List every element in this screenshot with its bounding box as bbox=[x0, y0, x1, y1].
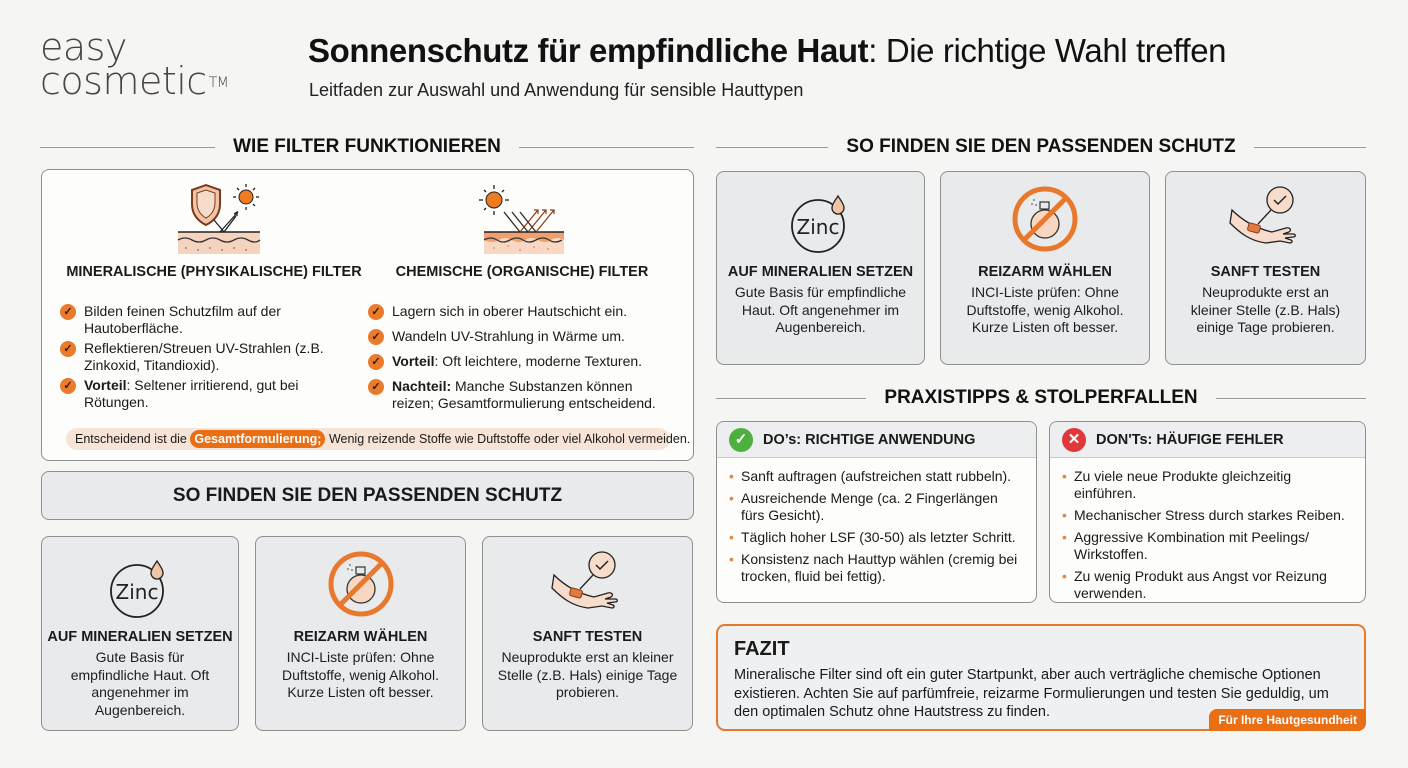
fazit-box bbox=[716, 624, 1366, 731]
item-bold: Nachteil: bbox=[392, 378, 452, 394]
check-icon: ✓ bbox=[368, 329, 384, 345]
check-icon: ✓ bbox=[368, 354, 384, 370]
section-heading-filters bbox=[40, 136, 694, 158]
section-heading-text: SO FINDEN SIE DEN PASSENDEN SCHUTZ bbox=[846, 136, 1236, 157]
tip-card-patch-test bbox=[482, 536, 693, 731]
donts-card bbox=[1049, 421, 1366, 603]
divider bbox=[716, 147, 828, 148]
item-bold: Vorteil bbox=[392, 353, 435, 369]
patch-test-icon bbox=[1228, 184, 1304, 254]
divider bbox=[716, 398, 866, 399]
section-heading-text: PRAXISTIPPS & STOLPERFALLEN bbox=[884, 387, 1198, 408]
divider bbox=[1216, 398, 1366, 399]
section-heading-protection bbox=[716, 136, 1366, 158]
callout-text-after: Wenig reizende Stoffe wie Duftstoffe oder viel Alkohol vermeiden. bbox=[325, 432, 691, 446]
dos-list bbox=[717, 458, 1036, 585]
section-heading-tips bbox=[716, 387, 1366, 409]
section-heading-text: WIE FILTER FUNKTIONIEREN bbox=[233, 136, 501, 157]
tip-title: SANFT TESTEN bbox=[1210, 264, 1321, 280]
fazit-badge: Für Ihre Hautgesundheit bbox=[1209, 709, 1366, 731]
tip-text: Gute Basis für empfindliche Haut. Oft angenehmer im Augenbereich. bbox=[734, 284, 907, 335]
list-item bbox=[368, 328, 678, 345]
list-item bbox=[368, 353, 678, 370]
tip-title: AUF MINERALIEN SETZEN bbox=[727, 264, 914, 280]
list-item bbox=[368, 303, 678, 320]
tip-title: REIZARM WÄHLEN bbox=[978, 264, 1112, 280]
dos-card bbox=[716, 421, 1037, 603]
tip-card-minerals bbox=[41, 536, 239, 731]
callout-text-before: Entscheidend ist die bbox=[75, 432, 191, 446]
tip-text: INCI-Liste prüfen: Ohne Duftstoffe, wenig Alkohol. Kurze Listen oft besser. bbox=[966, 284, 1124, 335]
list-item bbox=[60, 377, 350, 411]
patch-test-icon bbox=[550, 549, 626, 619]
svg-text:Zinc: Zinc bbox=[796, 215, 839, 239]
dos-header bbox=[717, 422, 1036, 458]
filters-card bbox=[41, 169, 694, 461]
tip-title: AUF MINERALIEN SETZEN bbox=[47, 629, 233, 645]
mineral-filter-title: MINERALISCHE (PHYSIKALISCHE) FILTER bbox=[66, 264, 362, 280]
formulation-callout bbox=[66, 428, 691, 450]
list-item: • Mechanischer Stress durch starkes Reiben. bbox=[1062, 507, 1353, 524]
fazit-title: FAZIT bbox=[734, 638, 790, 660]
item-bold: Vorteil bbox=[84, 377, 127, 393]
check-icon: ✓ bbox=[368, 379, 384, 395]
item-text: Lagern sich in oberer Hautschicht ein. bbox=[392, 303, 628, 319]
check-icon: ✓ bbox=[60, 304, 76, 320]
logo-line-2: cosmetic bbox=[40, 59, 207, 103]
sun-absorption-icon bbox=[472, 180, 572, 260]
list-item: • Zu viele neue Produkte gleichzeitig einführen. bbox=[1062, 468, 1353, 502]
chemical-filter-column bbox=[372, 180, 672, 280]
tip-text: Neuprodukte erst an kleiner Stelle (z.B. Hals) einige Tage probieren. bbox=[497, 649, 678, 700]
list-item: • Konsistenz nach Hauttyp wählen (cremig bei trocken, fluid bei fettig). bbox=[729, 551, 1024, 585]
list-item: • Täglich hoher LSF (30-50) als letzter Schritt. bbox=[729, 529, 1024, 546]
list-item: • Aggressive Kombination mit Peelings/ Wirkstoffen. bbox=[1062, 529, 1353, 563]
divider bbox=[519, 147, 694, 148]
tip-card-low-irritant bbox=[255, 536, 466, 731]
item-text: Reflektieren/Streuen UV-Strahlen (z.B. Zinkoxid, Titandioxid). bbox=[84, 340, 324, 373]
list-item: • Sanft auftragen (aufstreichen statt rubbeln). bbox=[729, 468, 1024, 485]
tip-card-low-irritant bbox=[940, 171, 1150, 365]
tip-text: INCI-Liste prüfen: Ohne Duftstoffe, wenig Alkohol. Kurze Listen oft besser. bbox=[282, 649, 439, 700]
trademark: TM bbox=[208, 75, 229, 91]
donts-title: DON'Ts: HÄUFIGE FEHLER bbox=[1096, 431, 1284, 448]
list-item bbox=[368, 378, 678, 412]
zinc-icon bbox=[786, 188, 856, 254]
tip-title: REIZARM WÄHLEN bbox=[293, 629, 428, 645]
item-text: Manche Substanzen können reizen; Gesamtformulierung entscheidend. bbox=[392, 378, 656, 411]
protection-banner-title: SO FINDEN SIE DEN PASSENDEN SCHUTZ bbox=[172, 484, 563, 506]
tip-text: Gute Basis für empfindliche Haut. Oft angenehmer im Augenbereich. bbox=[70, 649, 210, 718]
shield-sun-reflection-icon bbox=[164, 180, 264, 260]
check-icon: ✓ bbox=[368, 304, 384, 320]
list-item: • Ausreichende Menge (ca. 2 Fingerlängen fürs Gesicht). bbox=[729, 490, 1024, 524]
callout-highlight: Gesamtformulierung; bbox=[190, 430, 325, 448]
mineral-filter-list bbox=[60, 303, 350, 414]
page-title bbox=[308, 32, 1226, 70]
check-icon: ✓ bbox=[60, 341, 76, 357]
divider bbox=[40, 147, 215, 148]
protection-banner bbox=[41, 471, 694, 520]
no-perfume-icon bbox=[328, 551, 394, 617]
dos-title: DO’s: RICHTIGE ANWENDUNG bbox=[763, 431, 976, 448]
chemical-filter-title: CHEMISCHE (ORGANISCHE) FILTER bbox=[395, 264, 649, 280]
x-circle-icon: ✕ bbox=[1062, 428, 1086, 452]
tip-card-patch-test bbox=[1165, 171, 1366, 365]
title-regular: Die richtige Wahl treffen bbox=[877, 32, 1227, 69]
item-text: : Seltener irritierend, gut bei Rötungen. bbox=[84, 377, 299, 410]
fazit-text: Mineralische Filter sind oft ein guter Startpunkt, aber auch verträgliche chemische Optionen existieren. Achten Sie auf parfümfreie, reizarme Formulierungen und testen Sie geduldig, um den optimalen Schutz ohne Hautstress zu finden. bbox=[734, 667, 1329, 720]
zinc-icon bbox=[105, 553, 175, 619]
tip-text: Neuprodukte erst an kleiner Stelle (z.B. Hals) einige Tage probieren. bbox=[1190, 284, 1341, 335]
chemical-filter-list bbox=[368, 303, 678, 415]
item-text: : Oft leichtere, moderne Texturen. bbox=[434, 353, 643, 369]
mineral-filter-column bbox=[64, 180, 364, 280]
divider bbox=[1254, 147, 1366, 148]
list-item bbox=[60, 340, 350, 374]
check-circle-icon: ✓ bbox=[729, 428, 753, 452]
donts-header bbox=[1050, 422, 1365, 458]
title-colon: : bbox=[868, 32, 878, 69]
list-item bbox=[60, 303, 350, 337]
page-subtitle: Leitfaden zur Auswahl und Anwendung für sensible Hauttypen bbox=[309, 80, 804, 100]
svg-text:Zinc: Zinc bbox=[115, 580, 159, 604]
list-item: • Zu wenig Produkt aus Angst vor Reizung verwenden. bbox=[1062, 568, 1353, 602]
no-perfume-icon bbox=[1012, 186, 1078, 252]
tip-title: SANFT TESTEN bbox=[532, 629, 643, 645]
logo-line-1: easy bbox=[40, 25, 127, 69]
check-icon: ✓ bbox=[60, 378, 76, 394]
donts-list bbox=[1050, 458, 1365, 602]
title-bold: Sonnenschutz für empfindliche Haut bbox=[308, 32, 869, 69]
item-text: Bilden feinen Schutzfilm auf der Hautoberfläche. bbox=[84, 303, 281, 336]
brand-logo bbox=[40, 25, 229, 103]
item-text: Wandeln UV-Strahlung in Wärme um. bbox=[392, 328, 625, 344]
tip-card-minerals bbox=[716, 171, 925, 365]
